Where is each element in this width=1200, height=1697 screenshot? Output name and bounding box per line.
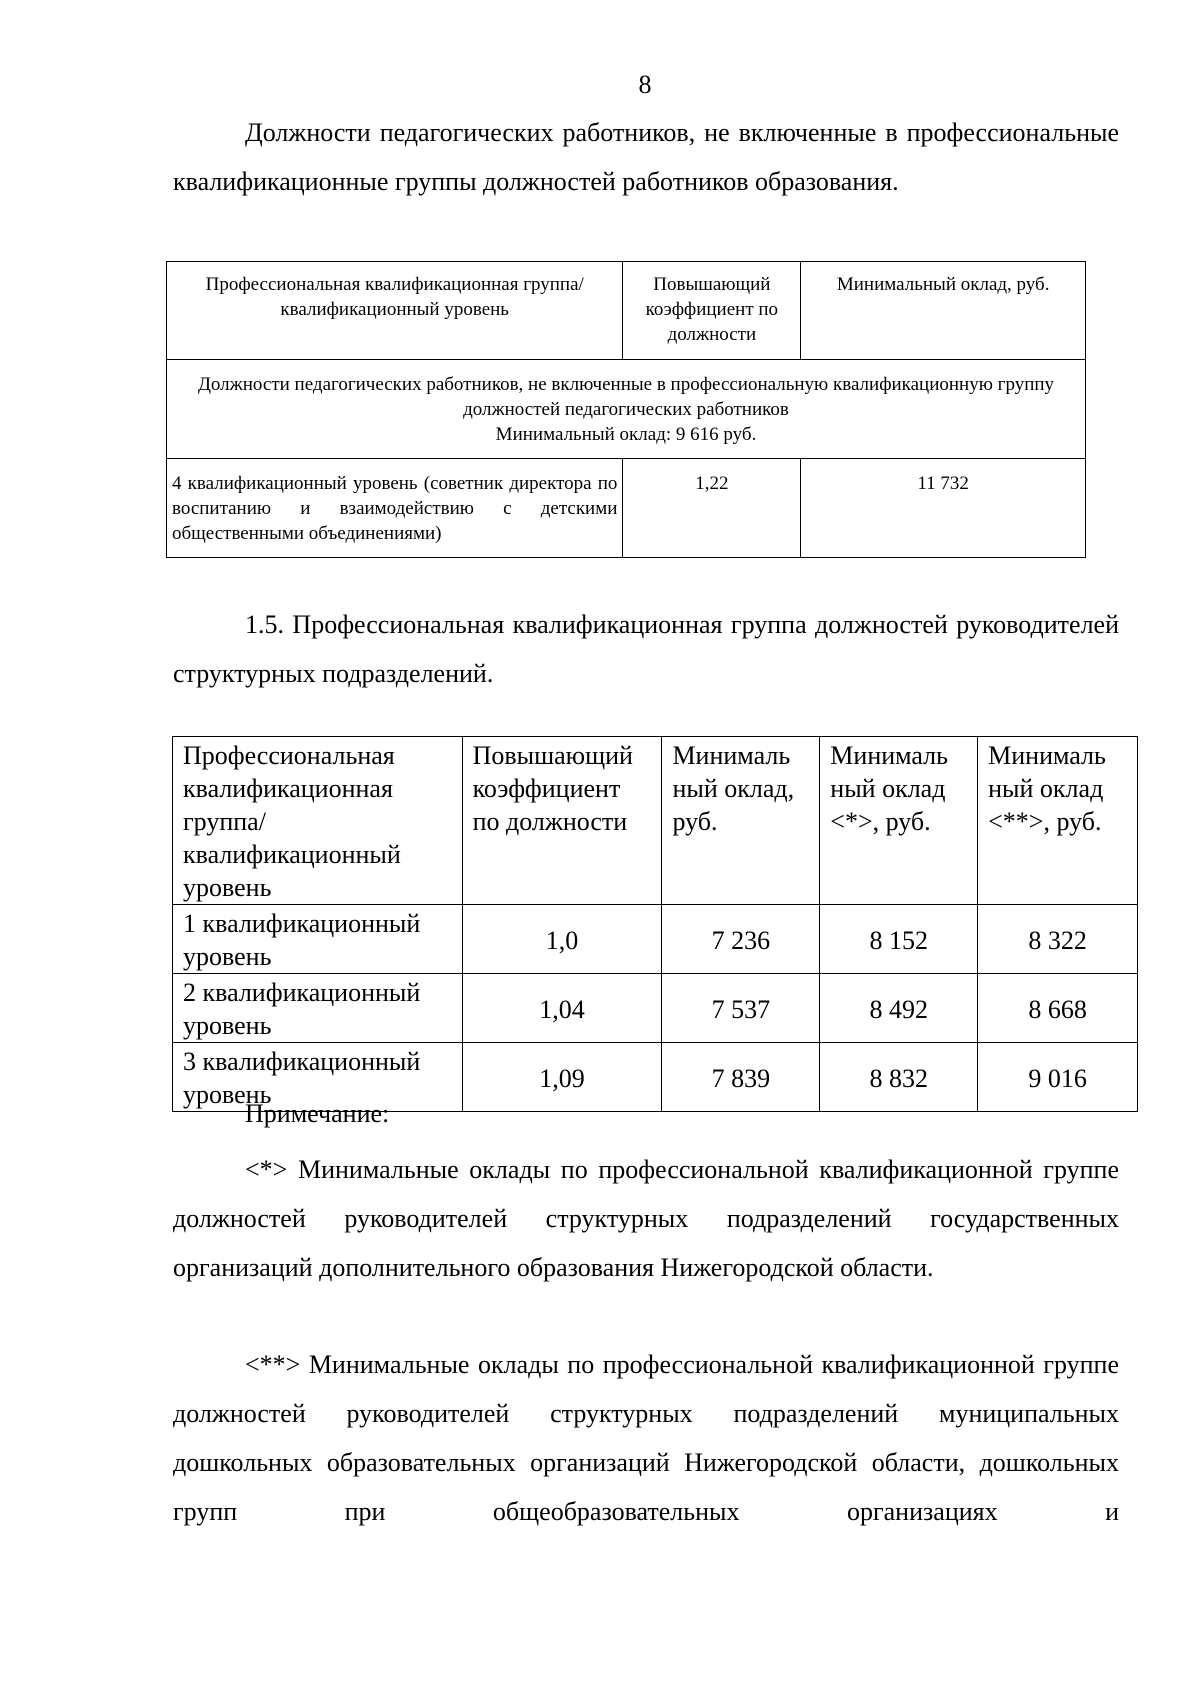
salary-double-star-cell: 8 322 bbox=[978, 905, 1138, 974]
header-coefficient: Повышающий коэффициент по должности bbox=[462, 737, 662, 905]
level-cell: 2 квалификационный уровень bbox=[173, 974, 463, 1043]
pedagogical-positions-table bbox=[166, 261, 1086, 558]
salary-double-star-cell: 8 668 bbox=[978, 974, 1138, 1043]
header-min-salary: Минимальный оклад, руб. bbox=[801, 262, 1086, 360]
group-row bbox=[167, 360, 1086, 459]
salary-star-cell: 8 492 bbox=[820, 974, 978, 1043]
salary-double-star-cell: 9 016 bbox=[978, 1043, 1138, 1112]
coefficient-cell: 1,0 bbox=[462, 905, 662, 974]
level-cell: 4 квалификационный уровень (советник директора по воспитанию и взаимодействию с детскими общественными объединениями) bbox=[167, 459, 623, 558]
coefficient-cell: 1,04 bbox=[462, 974, 662, 1043]
intro-paragraph: Должности педагогических работников, не включенные в профессиональные квалификационные группы должностей работников образования. bbox=[173, 118, 1119, 196]
salary-cell: 7 537 bbox=[662, 974, 820, 1043]
group-title: Должности педагогических работников, не включенные в профессиональную квалификационную группу должностей педагогических работников bbox=[197, 374, 1055, 420]
salary-cell: 11 732 bbox=[801, 459, 1086, 558]
note-1: <*> Минимальные оклады по профессиональной квалификационной группе должностей руководителей структурных подразделений государственных организаций дополнительного образования Нижегородской области. bbox=[173, 1155, 1119, 1282]
salary-cell: 7 236 bbox=[662, 905, 820, 974]
group-row-cell bbox=[167, 360, 1086, 459]
group-min-salary: Минимальный оклад: 9 616 руб. bbox=[495, 424, 757, 445]
page-number: 8 bbox=[638, 70, 652, 99]
table-header-row bbox=[167, 262, 1086, 360]
section-1-5-heading: 1.5. Профессиональная квалификационная группа должностей руководителей структурных подразделений. bbox=[173, 610, 1119, 688]
table-header-row bbox=[173, 737, 1138, 905]
header-group-level: Профессиональная квалификационная группа/квалификационный уровень bbox=[167, 262, 623, 360]
structural-heads-table bbox=[172, 736, 1138, 1112]
coefficient-cell: 1,22 bbox=[623, 459, 801, 558]
table-row bbox=[173, 905, 1138, 974]
salary-cell: 7 839 bbox=[662, 1043, 820, 1112]
header-group-level: Профессиональная квалификационная группа/ квалификационный уровень bbox=[173, 737, 463, 905]
header-coefficient: Повышающий коэффициент по должности bbox=[623, 262, 801, 360]
coefficient-cell: 1,09 bbox=[462, 1043, 662, 1112]
note-label: Примечание: bbox=[245, 1099, 390, 1128]
salary-star-cell: 8 832 bbox=[820, 1043, 978, 1112]
header-min-salary-double-star: Минималь ный оклад <**>, руб. bbox=[978, 737, 1138, 905]
table-row bbox=[167, 459, 1086, 558]
salary-star-cell: 8 152 bbox=[820, 905, 978, 974]
table-row bbox=[173, 974, 1138, 1043]
note-2: <**> Минимальные оклады по профессиональной квалификационной группе должностей руководителей структурных подразделений муниципальных дошкольных образовательных организаций Нижегородской области, дошкольных групп при общеобразовательных организациях и bbox=[173, 1350, 1119, 1526]
level-cell: 3 квалификационный уровень bbox=[173, 1043, 463, 1112]
level-cell: 1 квалификационный уровень bbox=[173, 905, 463, 974]
header-min-salary-star: Минималь ный оклад <*>, руб. bbox=[820, 737, 978, 905]
header-min-salary: Минималь ный оклад, руб. bbox=[662, 737, 820, 905]
